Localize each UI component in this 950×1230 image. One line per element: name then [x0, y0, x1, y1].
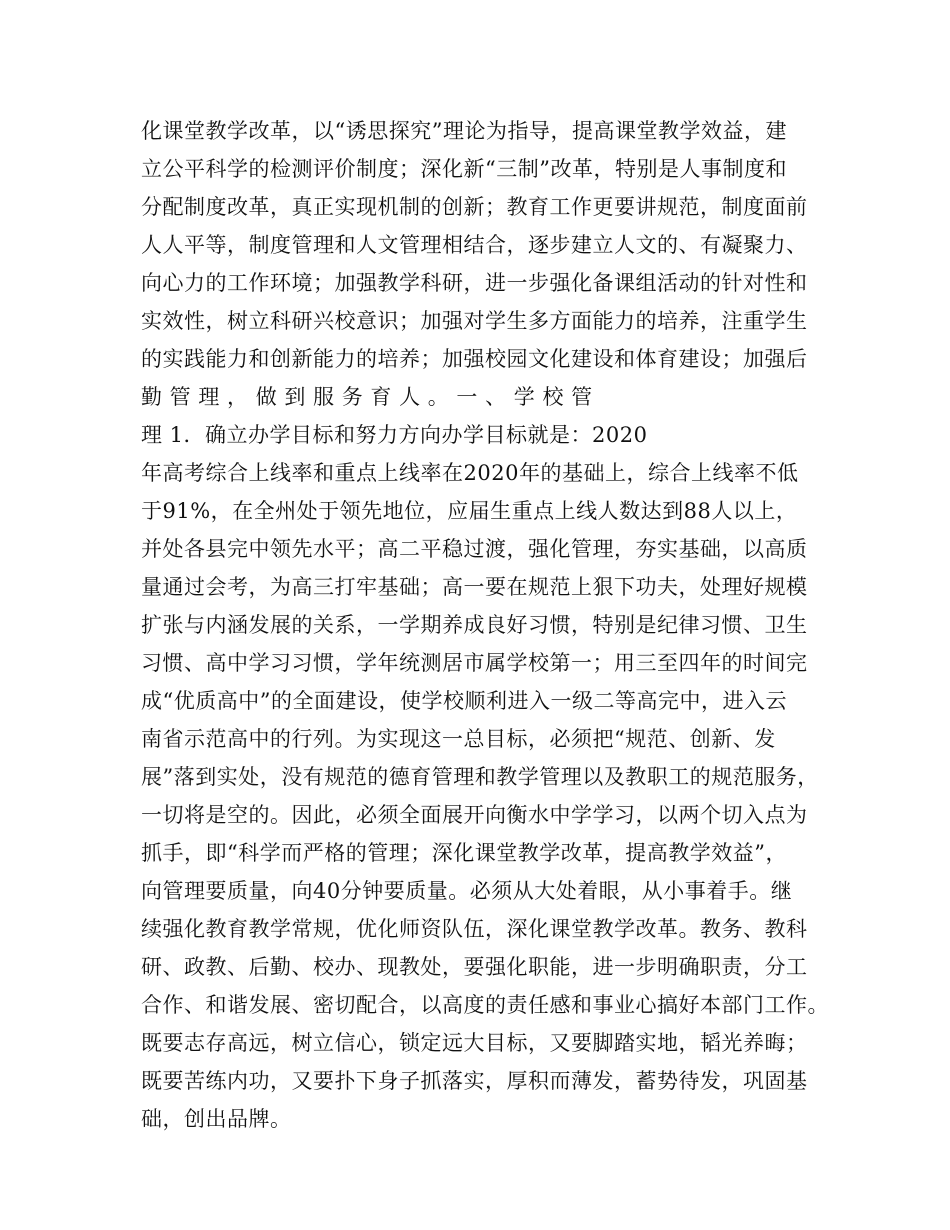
text-line: 一切将是空的。因此，必须全面展开向衡水中学学习，以两个切入点为 — [141, 803, 808, 827]
text-line: 的实践能力和创新能力的培养；加强校园文化建设和体育建设；加强后 — [141, 347, 808, 371]
text-line: 年高考综合上线率和重点上线率在2020年的基础上，综合上线率不低 — [141, 461, 799, 485]
text-line: 续强化教育教学常规，优化师资队伍，深化课堂教学改革。教务、教科 — [141, 917, 808, 941]
text-line: 合作、和谐发展、密切配合，以高度的责任感和事业心搞好本部门工作。 — [141, 993, 829, 1017]
text-line: 扩张与内涵发展的关系，一学期养成良好习惯，特别是纪律习惯、卫生 — [141, 613, 808, 637]
text-line: 成“优质高中”的全面建设，使学校顺利进入一级二等高完中，进入云 — [141, 689, 787, 713]
text-line: 研、政教、后勤、校办、现教处，要强化职能，进一步明确职责，分工 — [141, 955, 808, 979]
text-line: 展”落到实处，没有规范的德育管理和教学管理以及教职工的规范服务， — [141, 765, 819, 789]
text-line: 于91%，在全州处于领先地位，应届生重点上线人数达到88人以上， — [141, 499, 798, 523]
text-line: 人人平等，制度管理和人文管理相结合，逐步建立人文的、有凝聚力、 — [141, 233, 808, 257]
text-line: 习惯、高中学习习惯，学年统测居市属学校第一；用三至四年的时间完 — [141, 651, 808, 675]
text-line: 化课堂教学改革，以“诱思探究”理论为指导，提高课堂教学效益，建 — [141, 119, 787, 143]
text-line: 础，创出品牌。 — [141, 1107, 292, 1131]
text-line: 抓手，即“科学而严格的管理；深化课堂教学改革，提高教学效益”， — [141, 841, 787, 865]
body-text — [141, 112, 829, 1138]
text-line: 向心力的工作环境；加强教学科研，进一步强化备课组活动的针对性和 — [141, 271, 808, 295]
text-line: 立公平科学的检测评价制度；深化新“三制”改革，特别是人事制度和 — [141, 157, 787, 181]
text-line: 南省示范高中的行列。为实现这一总目标，必须把“规范、创新、发 — [141, 727, 776, 751]
text-line: 量通过会考，为高三打牢基础；高一要在规范上狠下功夫，处理好规模 — [141, 575, 808, 599]
text-line: 向管理要质量，向40分钟要质量。必须从大处着眼，从小事着手。继 — [141, 879, 793, 903]
text-line: 分配制度改革，真正实现机制的创新；教育工作更要讲规范，制度面前 — [141, 195, 808, 219]
text-line: 实效性，树立科研兴校意识；加强对学生多方面能力的培养，注重学生 — [141, 309, 808, 333]
text-line: 并处各县完中领先水平；高二平稳过渡，强化管理，夯实基础，以高质 — [141, 537, 808, 561]
text-line: 理 1．确立办学目标和努力方向办学目标就是：2020 — [141, 423, 648, 447]
text-line: 既要志存高远，树立信心，锁定远大目标，又要脚踏实地，韬光养晦； — [141, 1031, 808, 1055]
text-line: 既要苦练内功，又要扑下身子抓落实，厚积而薄发，蓄势待发，巩固基 — [141, 1069, 808, 1093]
text-line: 勤 管 理 ， 做 到 服 务 育 人 。 一 、 学 校 管 — [141, 385, 593, 409]
